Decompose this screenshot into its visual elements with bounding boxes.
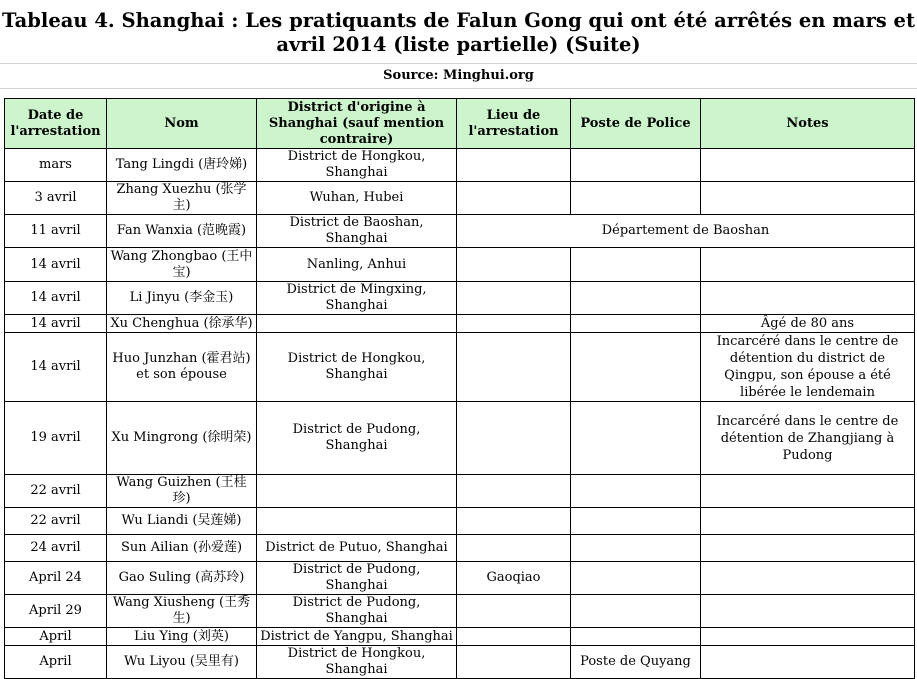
table-row <box>5 402 915 475</box>
cell-district: District de Mingxing, Shanghai <box>257 282 457 315</box>
table-title: Tableau 4. Shanghai : Les pratiquants de Falun Gong qui ont été arrêtés en mars et avril 2014 (liste partielle) (Suite) <box>2 9 915 56</box>
cell-name: Huo Junzhan (霍君站) et son épouse <box>107 333 257 402</box>
cell-place <box>457 282 571 315</box>
table-row <box>5 508 915 535</box>
cell-police <box>571 282 701 315</box>
cell-district: District de Yangpu, Shanghai <box>257 628 457 646</box>
cell-name: Wu Liyou (吴里有) <box>107 646 257 679</box>
cell-date: 14 avril <box>5 333 107 402</box>
cell-date: April 29 <box>5 595 107 628</box>
cell-date: 14 avril <box>5 282 107 315</box>
cell-district: District de Pudong, Shanghai <box>257 402 457 475</box>
cell-notes <box>701 595 915 628</box>
cell-notes <box>701 248 915 282</box>
cell-notes: Incarcéré dans le centre de détention du district de Qingpu, son épouse a été libérée le lendemain <box>701 333 915 402</box>
cell-notes <box>701 646 915 679</box>
header-district: District d'origine à Shanghai (sauf mention contraire) <box>257 99 457 149</box>
cell-notes <box>701 628 915 646</box>
cell-date: 3 avril <box>5 182 107 215</box>
cell-police <box>571 149 701 182</box>
cell-name: Gao Suling (高苏玲) <box>107 562 257 595</box>
table-row <box>5 595 915 628</box>
table-row <box>5 475 915 508</box>
cell-name: Xu Mingrong (徐明荣) <box>107 402 257 475</box>
cell-police <box>571 628 701 646</box>
cell-police <box>571 508 701 535</box>
cell-place <box>457 535 571 562</box>
cell-name: Wang Xiusheng (王秀生) <box>107 595 257 628</box>
cell-notes <box>701 562 915 595</box>
header-place: Lieu de l'arrestation <box>457 99 571 149</box>
cell-district: District de Hongkou, Shanghai <box>257 646 457 679</box>
cell-place <box>457 182 571 215</box>
table-row <box>5 535 915 562</box>
cell-place <box>457 628 571 646</box>
cell-notes <box>701 508 915 535</box>
table-row <box>5 248 915 282</box>
cell-place <box>457 595 571 628</box>
cell-place <box>457 315 571 333</box>
cell-police <box>571 248 701 282</box>
table-row <box>5 282 915 315</box>
cell-name: Zhang Xuezhu (张学主) <box>107 182 257 215</box>
arrests-table <box>4 98 915 679</box>
cell-name: Li Jinyu (李金玉) <box>107 282 257 315</box>
cell-place <box>457 248 571 282</box>
cell-date: 22 avril <box>5 508 107 535</box>
cell-notes: Incarcéré dans le centre de détention de Zhangjiang à Pudong <box>701 402 915 475</box>
cell-place <box>457 508 571 535</box>
cell-date: April 24 <box>5 562 107 595</box>
cell-date: 14 avril <box>5 248 107 282</box>
cell-notes <box>701 535 915 562</box>
cell-police-spanning: Département de Baoshan <box>457 215 915 248</box>
header-name: Nom <box>107 99 257 149</box>
cell-name: Sun Ailian (孙爱莲) <box>107 535 257 562</box>
cell-name: Fan Wanxia (范晚霞) <box>107 215 257 248</box>
cell-place <box>457 402 571 475</box>
cell-name: Wang Zhongbao (王中宝) <box>107 248 257 282</box>
cell-notes <box>701 475 915 508</box>
cell-name: Xu Chenghua (徐承华) <box>107 315 257 333</box>
cell-district: District de Putuo, Shanghai <box>257 535 457 562</box>
cell-police <box>571 182 701 215</box>
cell-date: mars <box>5 149 107 182</box>
cell-place <box>457 149 571 182</box>
cell-police <box>571 562 701 595</box>
header-notes: Notes <box>701 99 915 149</box>
cell-police <box>571 595 701 628</box>
cell-notes <box>701 182 915 215</box>
cell-place <box>457 333 571 402</box>
cell-district: District de Baoshan, Shanghai <box>257 215 457 248</box>
cell-place <box>457 475 571 508</box>
cell-date: April <box>5 628 107 646</box>
cell-notes: Âgé de 80 ans <box>701 315 915 333</box>
cell-district: Nanling, Anhui <box>257 248 457 282</box>
grid-divider <box>0 88 917 89</box>
cell-date: 22 avril <box>5 475 107 508</box>
table-row <box>5 333 915 402</box>
cell-district <box>257 475 457 508</box>
cell-place <box>457 646 571 679</box>
cell-district: District de Hongkou, Shanghai <box>257 149 457 182</box>
cell-district: District de Hongkou, Shanghai <box>257 333 457 402</box>
cell-date: 14 avril <box>5 315 107 333</box>
cell-name: Tang Lingdi (唐玲娣) <box>107 149 257 182</box>
cell-date: April <box>5 646 107 679</box>
table-row <box>5 315 915 333</box>
cell-district: District de Pudong, Shanghai <box>257 562 457 595</box>
table-row <box>5 628 915 646</box>
cell-date: 24 avril <box>5 535 107 562</box>
cell-district: District de Pudong, Shanghai <box>257 595 457 628</box>
table-row <box>5 215 915 248</box>
cell-police <box>571 402 701 475</box>
cell-district <box>257 508 457 535</box>
cell-police <box>571 475 701 508</box>
cell-district <box>257 315 457 333</box>
grid-divider <box>0 63 917 64</box>
cell-district: Wuhan, Hubei <box>257 182 457 215</box>
cell-name: Wu Liandi (吴莲娣) <box>107 508 257 535</box>
cell-place: Gaoqiao <box>457 562 571 595</box>
header-row <box>5 99 915 149</box>
cell-notes <box>701 282 915 315</box>
table-row <box>5 149 915 182</box>
cell-notes <box>701 149 915 182</box>
header-police: Poste de Police <box>571 99 701 149</box>
table-source: Source: Minghui.org <box>383 68 534 83</box>
cell-name: Liu Ying (刘英) <box>107 628 257 646</box>
cell-name: Wang Guizhen (王桂珍) <box>107 475 257 508</box>
cell-police <box>571 315 701 333</box>
cell-police <box>571 333 701 402</box>
cell-police: Poste de Quyang <box>571 646 701 679</box>
cell-police <box>571 535 701 562</box>
table-row <box>5 646 915 679</box>
header-date: Date de l'arrestation <box>5 99 107 149</box>
table-row <box>5 182 915 215</box>
cell-date: 11 avril <box>5 215 107 248</box>
table-row <box>5 562 915 595</box>
cell-date: 19 avril <box>5 402 107 475</box>
